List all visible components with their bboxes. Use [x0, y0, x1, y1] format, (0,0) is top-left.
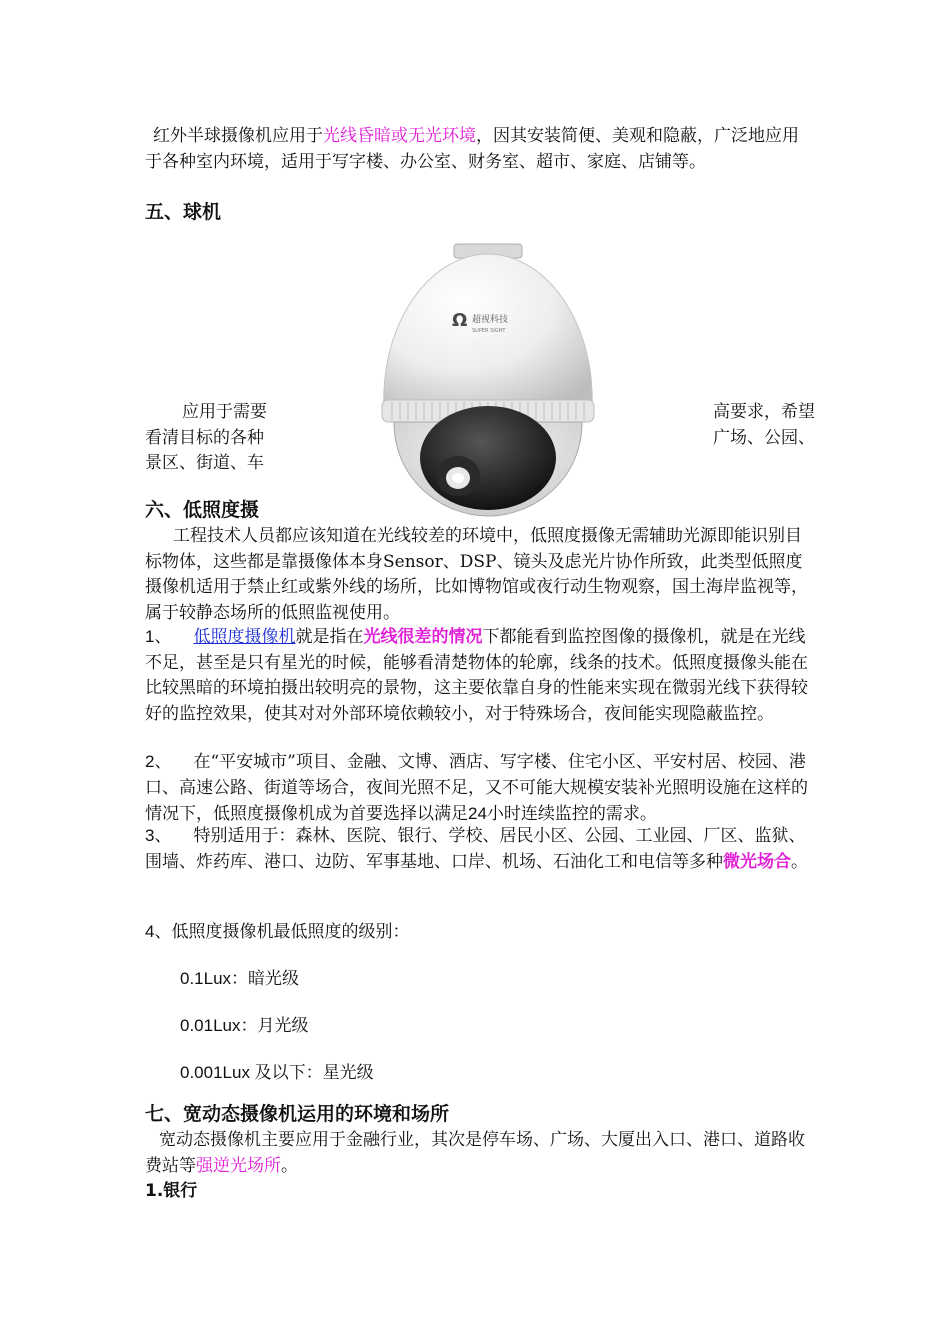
section7-end: 。	[281, 1155, 298, 1176]
section5-line-1: 应用于需要	[182, 402, 267, 422]
section7-subheading-bank: 1.银行	[145, 1181, 198, 1201]
section7-heading: 七、宽动态摄像机运用的环境和场所	[145, 1103, 450, 1125]
lux-label: 暗光级	[248, 969, 300, 988]
section7-text: 宽动态摄像机主要应用于金融行业，其次是停车场、广场、大厦出入口、港口、道路收费站等	[145, 1130, 805, 1176]
item4-number: 4	[145, 922, 155, 941]
section6-heading: 六、低照度摄	[145, 499, 260, 521]
section6-item-2	[145, 749, 810, 828]
intro-text: 红外半球摄像机应用于	[153, 126, 323, 146]
item3-number: 3、	[145, 826, 172, 845]
lux-sep: ：	[240, 1016, 258, 1035]
lux-sep: 及以下：	[249, 1063, 323, 1082]
item1-number: 1、	[145, 627, 172, 646]
lux-level-3	[180, 1060, 374, 1085]
item1-text: 就是指在	[295, 627, 364, 647]
intro-paragraph	[145, 124, 810, 175]
camera-brand-cn: 超视科技	[472, 315, 509, 325]
section5-left-text	[145, 400, 285, 477]
section5-heading: 五、球机	[145, 201, 222, 223]
svg-text:Ω: Ω	[452, 310, 468, 331]
section6-intro: 工程技术人员都应该知道在光线较差的环境中，低照度摄像无需辅助光源即能识别目标物体，这些都是靠摄像体本身Sensor、DSP、镜头及虑光片协作所致，此类型低照度摄像机适用于禁止红或紫外线的场所，比如博物馆或夜行动生物观察，国土海岸监视等，属于较静态场所的低照监视使用。	[145, 526, 808, 623]
section6-item-4	[145, 919, 810, 946]
item1-highlight: 光线很差的情况	[363, 627, 483, 647]
section5-line-2: 看清目标的各种	[145, 427, 264, 448]
item1-text-rest: 下都能看到监控图像的摄像机，就是在光线不足，甚至是只有星光的时候，能够看清楚物体的轮廓，线条的技术。低照度摄像头能在比较黑暗的环境拍摄出较明亮的景物，这主要依靠自身的性能来实现在微弱光线下获得较好的监控效果，使其对对外部环境依赖较小，对于特殊场合，夜间能实现隐蔽监控。	[145, 627, 808, 724]
section6-item-1	[145, 624, 810, 727]
intro-text-rest: ，因其安装简便、美观和隐蔽，广泛地应用于各种室内环境，适用于写字楼、办公室、财务室、超市、家庭、店铺等。	[145, 126, 799, 172]
item4-text: 、低照度摄像机最低照度的级别：	[154, 922, 410, 942]
section5-right-text	[690, 400, 815, 451]
low-light-camera-link[interactable]: 低照度摄像机	[193, 627, 296, 647]
item2-number: 2、	[145, 752, 172, 771]
item3-end: 。	[791, 851, 808, 872]
item2-text: 在“平安城市”项目、金融、文博、酒店、写字楼、住宅小区、平安村居、校园、港口、高速公路、街道等场合，夜间光照不足，又不可能大规模安装补光照明设施在这样的情况下，低照度摄像机成为首要选择以满足	[145, 752, 808, 824]
intro-highlight: 光线昏暗或无光环境	[323, 126, 476, 146]
item2-text-end: 小时连续监控的需求。	[486, 804, 657, 824]
item3-highlight: 微光场合	[723, 851, 791, 872]
lux-value: 0.001Lux	[180, 1063, 250, 1082]
lux-label: 月光级	[257, 1016, 309, 1035]
lux-level-1	[180, 966, 299, 991]
lux-sep: ：	[231, 969, 249, 988]
section5-right-line-1: 高要求，希望	[713, 402, 815, 422]
section7-paragraph	[145, 1128, 810, 1179]
lux-label: 星光级	[322, 1063, 374, 1082]
section6-item-3	[145, 823, 810, 875]
dome-camera-image	[372, 240, 604, 520]
lux-level-2	[180, 1013, 309, 1038]
camera-brand-en: SUPER SIGHT	[472, 328, 506, 334]
section7-highlight: 强逆光场所	[196, 1155, 281, 1176]
section5-right-line-2: 广场、公园、	[713, 427, 815, 448]
lux-value: 0.1Lux	[180, 969, 232, 988]
item2-hours: 24	[468, 804, 487, 823]
section5-line-3: 景区、街道、车	[145, 453, 264, 473]
item3-text: 特别适用于：森林、医院、银行、学校、居民小区、公园、工业园、厂区、监狱、围墙、炸药库、港口、边防、军事基地、口岸、机场、石油化工和电信等多种	[145, 826, 806, 872]
lux-value: 0.01Lux	[180, 1016, 241, 1035]
